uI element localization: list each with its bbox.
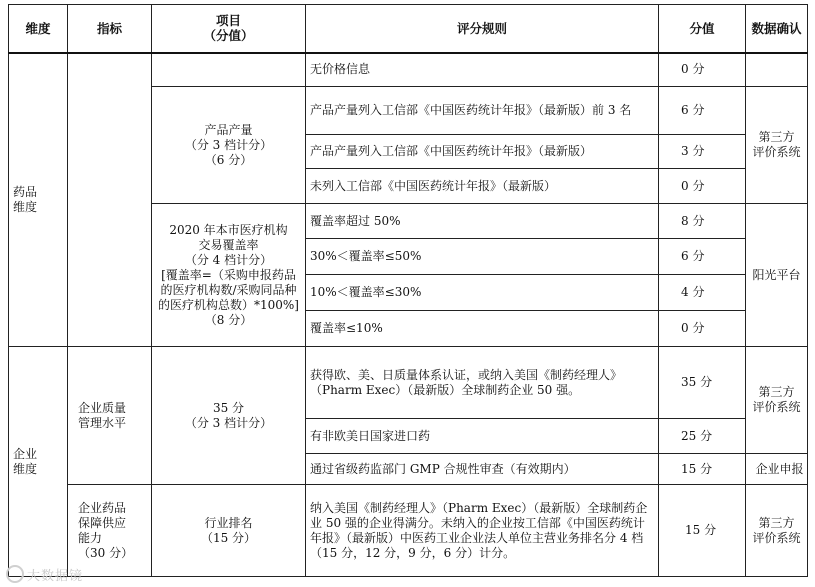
score-cell: 0 分 [659,311,746,347]
table-row [9,53,808,87]
supply-rule-cell: 纳入美国《制药经理人》（Pharm Exec）（最新版）全球制药企业 50 强的企业得满分。未纳入的企业按工信部《中国医药统计年报》（最新版）中医药工业企业法人单位主营业务排名分 4 档（15 分，12 分，9 分，6 分）计分。 [306,485,659,577]
rule-cell: 有非欧美日国家进口药 [306,419,659,454]
rule-cell: 30%＜覆盖率≤50% [306,239,659,275]
header-item: 项目 （分值） [152,5,306,53]
supply-confirm-cell: 第三方 评价系统 [746,485,808,577]
header-rule: 评分规则 [306,5,659,53]
scoring-table [8,4,808,577]
header-indicator: 指标 [68,5,152,53]
watermark-logo-icon [6,565,24,583]
score-cell: 4 分 [659,275,746,311]
rule-cell: 通过省级药监部门 GMP 合规性审查（有效期内） [306,454,659,485]
header-score: 分值 [659,5,746,53]
score-cell: 8 分 [659,204,746,239]
coverage-item-cell: 2020 年本市医疗机构 交易覆盖率 （分 4 档计分） [覆盖率=（采购申报药品的医疗机构数/采购同品种的医疗机构总数）*100%] （8 分） [152,204,306,347]
score-cell: 15 分 [659,454,746,485]
confirm-empty-cell [746,53,808,87]
header-dimension: 维度 [9,5,68,53]
watermark-text: 大数据镜 [27,569,84,584]
score-cell: 6 分 [659,239,746,275]
enterprise-dimension-cell: 企业 维度 [9,347,68,577]
quality-indicator-cell: 企业质量 管理水平 [68,347,152,485]
score-cell: 35 分 [659,347,746,419]
rule-cell: 无价格信息 [306,53,659,87]
drug-indicator-cell [68,53,152,347]
supply-score-cell: 15 分 [659,485,746,577]
rule-cell: 覆盖率超过 50% [306,204,659,239]
drug-dimension-cell: 药品 维度 [9,53,68,347]
score-cell: 3 分 [659,135,746,169]
score-cell: 0 分 [659,53,746,87]
rule-cell: 获得欧、美、日质量体系认证，或纳入美国《制药经理人》（Pharm Exec）（最新版）全球制药企业 50 强。 [306,347,659,419]
supply-item-cell: 行业排名 （15 分） [152,485,306,577]
rule-cell: 10%＜覆盖率≤30% [306,275,659,311]
score-cell: 0 分 [659,169,746,204]
header-row [9,5,808,53]
table-row [9,485,808,577]
output-item-cell: 产品产量 （分 3 档计分） （6 分） [152,87,306,204]
quality-confirm-cell: 第三方 评价系统 [746,347,808,454]
rule-cell: 产品产量列入工信部《中国医药统计年报》（最新版） [306,135,659,169]
quality-item-cell: 35 分 （分 3 档计分） [152,347,306,485]
drug-item-empty-cell [152,53,306,87]
score-cell: 25 分 [659,419,746,454]
header-confirm: 数据确认 [746,5,808,53]
rule-cell: 产品产量列入工信部《中国医药统计年报》（最新版）前 3 名 [306,87,659,135]
supply-indicator-cell: 企业药品 保障供应 能力 （30 分） [68,485,152,577]
table-row [9,347,808,419]
coverage-confirm-cell: 阳光平台 [746,204,808,347]
score-cell: 6 分 [659,87,746,135]
rule-cell: 未列入工信部《中国医药统计年报》（最新版） [306,169,659,204]
rule-cell: 覆盖率≤10% [306,311,659,347]
output-confirm-cell: 第三方 评价系统 [746,87,808,204]
quality-confirm-self-report-cell: 企业申报 [746,454,808,485]
watermark [6,565,83,584]
